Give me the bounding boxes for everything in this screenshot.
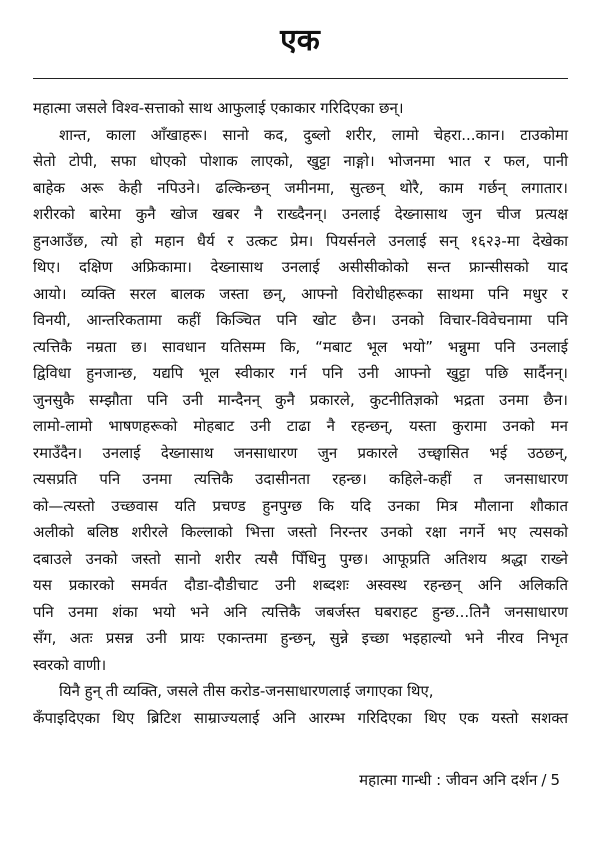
text-line: दबाउले उनको जस्तो सानो शरीर त्यसै पिँधिनु पुग्छ। आफूप्रति अतिशय श्रद्धा राख्ने <box>33 549 568 568</box>
title-divider <box>33 78 568 79</box>
text-line: स्वरको वाणी। <box>33 655 107 674</box>
text-line: आयो। व्यक्ति सरल बालक जस्ता छन्, आफ्नो विरोधीहरूका साथमा पनि मधुर र <box>33 284 568 303</box>
text-line: त्यत्तिकै नम्रता छ। सावधान यतिसम्म कि, “मबाट भूल भयो” भन्नुमा पनि उनलाई <box>33 337 568 356</box>
text-line: हुनआउँछ, त्यो हो महान धैर्य र उत्कट प्रेम। पियर्सनले उनलाई सन् १६२३-मा देखेका <box>33 231 568 250</box>
body-text <box>33 95 568 731</box>
text-line: कँपाइदिएका थिए ब्रिटिश साम्राज्यलाई अनि आरम्भ गरिदिएका थिए एक यस्तो सशक्त <box>33 708 568 727</box>
chapter-title: एक <box>280 23 320 58</box>
text-line: सँग, अतः प्रसन्न उनी प्रायः एकान्तमा हुन्छन्, सुन्ने इच्छा भइहाल्यो भने नीरव निभृत <box>33 629 568 647</box>
text-line: को—त्यस्तो उच्छवास यति प्रचण्ड हुनपुग्छ कि यदि उनका मित्र मौलाना शौकात <box>33 496 568 515</box>
text-line: लामो-लामो भाषणहरूको मोहबाट उनी टाढा नै रहन्छन्, यस्ता कुरामा उनको मन <box>33 417 568 435</box>
footer-book-title: महात्मा गान्धी : जीवन अनि दर्शन <box>359 771 538 789</box>
text-line: शान्त, काला आँखाहरू। सानो कद, दुब्लो शरीर, लामो चेहरा...कान। टाउकोमा <box>59 125 568 144</box>
text-line: द्विविधा हुनजान्छ, यद्यपि भूल स्वीकार गर्न पनि उनी आफ्नो खुट्टा पछि सार्दैनन्। <box>33 364 568 382</box>
text-line: यिनै हुन् ती व्यक्ति, जसले तीस करोड-जनसाधारणलाई जगाएका थिए, <box>59 682 434 700</box>
text-line: बाहेक अरू केही नपिउने। ढल्किन्छन् जमीनमा, सुत्छन् थोरै, काम गर्छन् लगातार। <box>33 178 568 197</box>
text-line: विनयी, आन्तरिकतामा कहीं किञ्चित पनि खोट छैन। उनको विचार-विवेचनामा पनि <box>33 311 568 329</box>
page-number: 5 <box>550 771 560 789</box>
text-line: यस प्रकारको समर्वत दौडा-दौडीचाट उनी शब्दशः अस्वस्थ रहन्छन् अनि अलिकति <box>33 576 568 594</box>
running-footer <box>359 769 560 791</box>
footer-separator: / <box>541 771 547 789</box>
text-line: त्यसप्रति पनि उनमा त्यत्तिकै उदासीनता रहन्छ। कहिले-कहीं त जनसाधारण <box>33 470 568 488</box>
text-line: महात्मा जसले विश्व-सत्ताको साथ आफुलाई एकाकार गरिदिएका छन्। <box>33 99 404 117</box>
text-line: रमाउँदैन। उनलाई देख्नासाथ जनसाधारण जुन प्रकारले उच्छ्वासित भई उठछन्, <box>33 443 568 462</box>
text-line: जुनसुकै सम्झौता पनि उनी मान्दैनन् कुनै प्रकारले, कुटनीतिज्ञको भद्रता उनमा छैन। <box>33 390 568 409</box>
text-line: सेतो टोपी, सफा धोएको पोशाक लाएको, खुट्टा नाङ्गो। भोजनमा भात र फल, पानी <box>33 152 568 170</box>
text-line: थिए। दक्षिण अफ्रिकामा। देख्नासाथ उनलाई असीसीकोको सन्त फ्रान्सीसको याद <box>33 258 568 276</box>
text-line: पनि उनमा शंका भयो भने अनि त्यत्तिकै जबर्जस्त घबराहट हुन्छ...तिनै जनसाधारण <box>33 602 568 621</box>
text-line: अलीको बलिष्ठ शरीरले किल्लाको भित्ता जस्तो निरन्तर उनको रक्षा नगर्ने भए त्यसको <box>33 523 568 541</box>
text-line: शरीरको बारेमा कुनै खोज खबर नै राख्दैनन्। उनलाई देख्नासाथ जुन चीज प्रत्यक्ष <box>33 205 568 223</box>
